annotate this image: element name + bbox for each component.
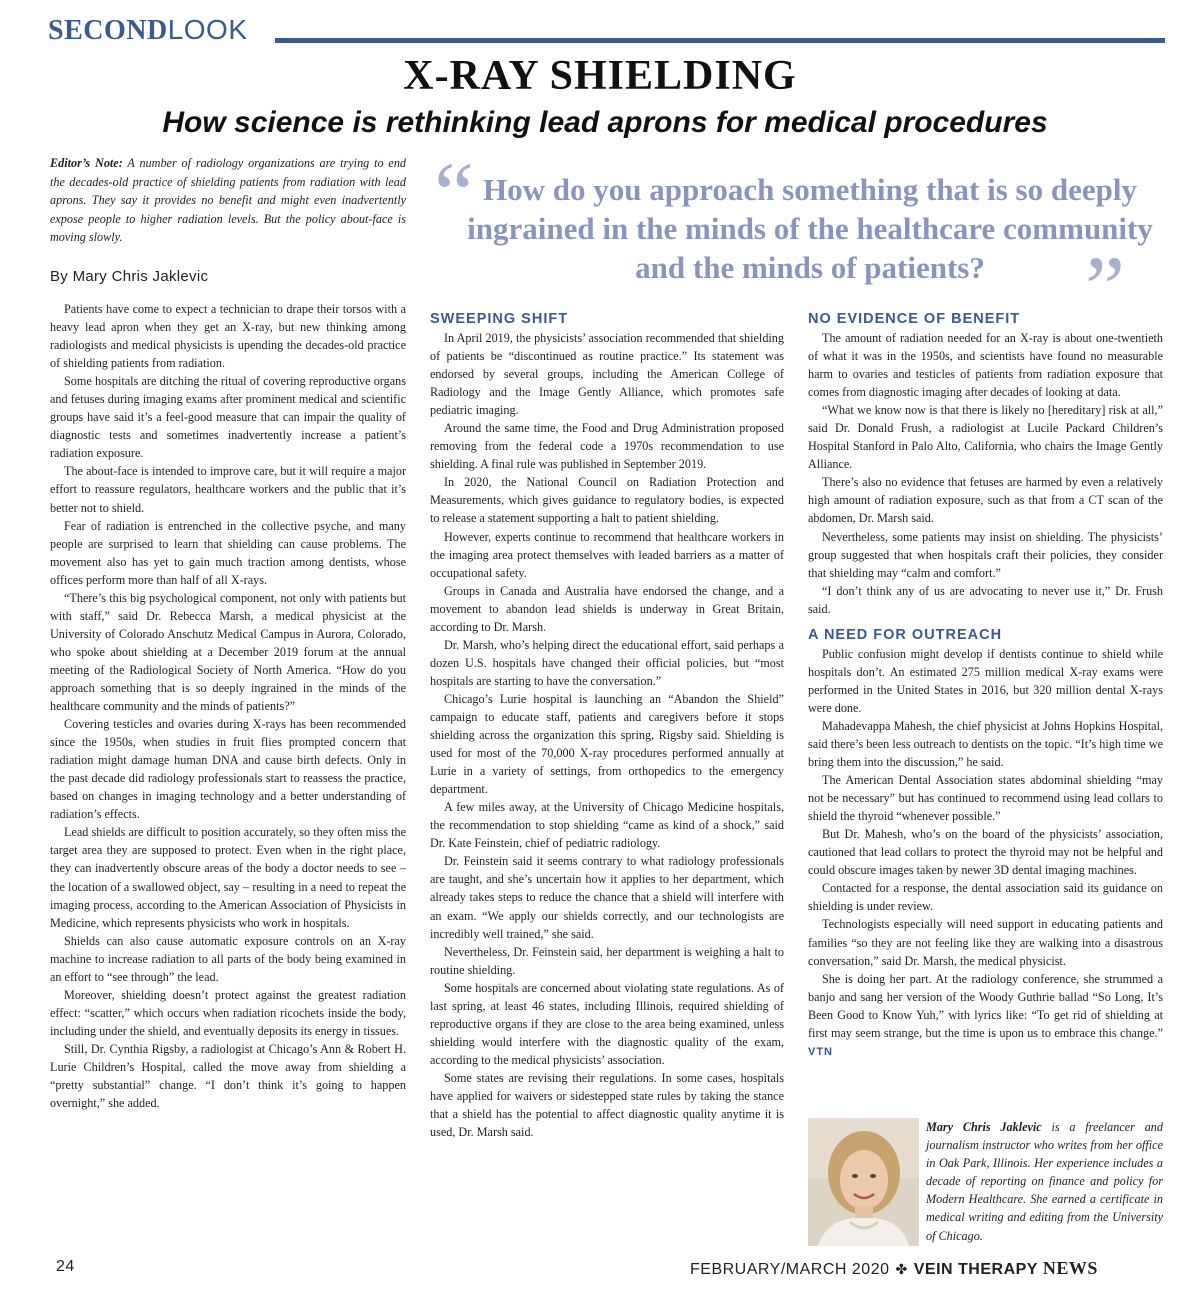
- editors-note-text: A number of radiology organizations are trying to end the decades-old practice of shielding patients from radiation with lead aprons. They say it provides no benefit and might even inadvertently expose people to higher radiation levels. But the policy about-face is moving slowly.: [50, 156, 407, 244]
- paragraph: Some hospitals are concerned about violating state regulations. As of last spring, at least 46 states, including Illinois, required shielding of reproductive organs if they are close to the area being examined, unless shielding would interfere with the diagnostic quality of the exam, according to the medical physicists’ association.: [430, 980, 784, 1067]
- author-bio-name: Mary Chris Jaklevic: [926, 1120, 1042, 1134]
- paragraph: In 2020, the National Council on Radiation Protection and Measurements, which gives guidance to regulatory bodies, is expected to release a statement supporting a halt to patient shielding.: [430, 475, 784, 526]
- paragraph: Nevertheless, some patients may insist on shielding. The physicists’ group suggested that when hospitals craft their policies, they consider that shielding may “calm and comfort.”: [808, 529, 1163, 580]
- editors-note-label: Editor’s Note:: [50, 156, 123, 170]
- paragraph: There’s also no evidence that fetuses are harmed by even a relatively high amount of radiation exposure, such as that from a CT scan of the abdomen, Dr. Marsh said.: [808, 475, 1163, 526]
- footer-issue: [690, 1258, 1098, 1279]
- end-mark: VTN: [808, 1045, 833, 1058]
- paragraph: The American Dental Association states abdominal shielding “may not be necessary” but has continued to recommend using lead collars to shield the thyroid “whenever possible.”: [808, 773, 1163, 824]
- article-column-2: [430, 310, 784, 1141]
- paragraph: Nevertheless, Dr. Feinstein said, her department is weighing a halt to routine shielding.: [430, 944, 784, 977]
- paragraph-final: [808, 970, 1163, 1061]
- paragraph: Some hospitals are ditching the ritual of covering reproductive organs and fetuses during imaging exams after prominent medical and scientific groups have said it’s a feel-good measure that can impair the quality of diagnostic tests and sometimes inadvertently increase a patient’s radiation exposure.: [50, 374, 406, 461]
- paragraph: Groups in Canada and Australia have endorsed the change, and a movement to abandon lead shields is underway in Great Britain, according to Dr. Marsh.: [430, 583, 784, 634]
- issue-date: FEBRUARY/MARCH 2020: [690, 1261, 890, 1278]
- section-label-light: LOOK: [167, 14, 248, 45]
- pull-quote-text: How do you approach something that is so deeply ingrained in the minds of the healthcare community and the minds of patients?: [467, 172, 1153, 285]
- paragraph: Shields can also cause automatic exposure controls on an X-ray machine to increase radiation to all parts of the body being examined in an effort to “see through” the lead.: [50, 933, 406, 984]
- section-label-bold: SECOND: [48, 15, 168, 46]
- paragraph: Covering testicles and ovaries during X-rays has been recommended since the 1950s, when studies in fruit flies prompted concern that radiation might damage human DNA and cause birth defects. Only in the past decade did radiology professionals start to reassess the practice, based on changes in imaging technology and a better understanding of radiation’s effects.: [50, 717, 406, 822]
- magazine-name-news: NEWS: [1042, 1258, 1098, 1278]
- article-column-3: [808, 310, 1163, 1061]
- article-column-1: [50, 300, 406, 1112]
- paragraph: Some states are revising their regulations. In some cases, hospitals have applied for waivers or sidestepped state rules by taking the stance that a shield has the potential to affect diagnostic quality anytime it is used, Dr. Marsh said.: [430, 1070, 784, 1140]
- paragraph: A few miles away, at the University of Chicago Medicine hospitals, the recommendation to stop shielding “came as kind of a shock,” said Dr. Kate Feinstein, chief of pediatric radiology.: [430, 800, 784, 851]
- close-quote-mark: ”: [1085, 239, 1125, 338]
- paragraph: “What we know now is that there is likely no [hereditary] risk at all,” said Dr. Donald Frush, a radiologist at Lucile Packard Children’s Hospital Stanford in Palo Alto, California, who chairs the Image Gently Alliance.: [808, 403, 1163, 472]
- author-portrait-image: [808, 1118, 919, 1246]
- paragraph: The about-face is intended to improve care, but it will require a major effort to reassure regulators, healthcare workers and the public that it’s better not to shield.: [50, 464, 406, 515]
- paragraph: But Dr. Mahesh, who’s on the board of the physicists’ association, cautioned that lead collars to protect the thyroid may not be helpful and could obscure images taken by newer 3D dental imaging machines.: [808, 827, 1163, 878]
- section-heading-outreach: A NEED FOR OUTREACH: [808, 626, 1003, 643]
- section-heading-no-evidence: NO EVIDENCE OF BENEFIT: [808, 311, 1021, 327]
- paragraph: Dr. Feinstein said it seems contrary to what radiology professionals are taught, and she’s uncertain how it applies to her department, which already takes steps to reduce the chance that a shield will interfere with an exam. “We apply our shields correctly, and our technologists are incredibly well trained,” she said.: [430, 854, 784, 941]
- editors-note: [50, 154, 406, 247]
- page-number: 24: [56, 1258, 75, 1275]
- paragraph: The amount of radiation needed for an X-ray is about one-twentieth of what it was in the 1950s, and scientists have found no measurable harm to ovaries and testicles of patients from radiation exposure that comes from diagnostic imaging after decades of looking at data.: [808, 331, 1163, 400]
- paragraph: Still, Dr. Cynthia Rigsby, a radiologist at Chicago’s Ann & Robert H. Lurie Children’s Hospital, called the move away from shielding a “pretty substantial” change. “I don’t think it’s going to happen overnight,” she added.: [50, 1041, 406, 1111]
- paragraph: Chicago’s Lurie hospital is launching an “Abandon the Shield” campaign to educate staff, patients and caregivers before it stops shielding across the organization this spring, Rigsby said. Shielding is used for most of the 70,000 X-ray procedures performed annually at Lurie in a variety of settings, from orthopedics to the emergency department.: [430, 691, 784, 797]
- final-paragraph-text: She is doing her part. At the radiology conference, she strummed a banjo and sang her version of the Woody Guthrie ballad “So Long, It’s Been Good to Know Yuh,” with lyrics like: “To get rid of shielding at first may seem strange, but the time is upon us to embrace this change.”: [808, 971, 1163, 1040]
- paragraph: Mahadevappa Mahesh, the chief physicist at Johns Hopkins Hospital, said there’s been less outreach to dentists on the topic. “It’s high time we bring them into the discussion,” he said.: [808, 718, 1163, 770]
- separator-icon: ✤: [895, 1261, 908, 1277]
- subhead: How science is rethinking lead aprons for medical procedures: [162, 106, 1048, 139]
- headline: X-RAY SHIELDING: [403, 53, 797, 99]
- paragraph: Around the same time, the Food and Drug Administration proposed removing from the federal code a 1970s recommendation to use shielding. A final rule was published in September 2019.: [430, 421, 784, 472]
- author-photo: [808, 1118, 919, 1246]
- section-label: [48, 14, 248, 47]
- paragraph: Technologists especially will need support in educating patients and families “so they are not feeling like they are walking into a disastrous conversation,” said Dr. Marsh, the medical physicist.: [808, 917, 1163, 968]
- paragraph: “I don’t think any of us are advocating to never use it,” Dr. Frush said.: [808, 583, 1163, 616]
- author-bio: [926, 1118, 1163, 1245]
- paragraph: Lead shields are difficult to position accurately, so they often miss the target area they are supposed to protect. Even when in the right place, they can inadvertently obscure areas of the body a doctor needs to see – the location of a swallowed object, say – resulting in a need to repeat the imaging process, according to the American Association of Physicists in Medicine, which represents physicists who work in hospitals.: [50, 825, 406, 930]
- paragraph: Contacted for a response, the dental association said its guidance on shielding is under review.: [808, 881, 1163, 914]
- paragraph: “There’s this big psychological component, not only with patients but with staff,” said Dr. Rebecca Marsh, a medical physicist at the University of Colorado Anschutz Medical Campus in Aurora, Colorado, who spoke about shielding at a December 2019 forum at the annual meeting of the Radiological Society of North America. “How do you approach something that is so deeply ingrained in the minds of the healthcare community and the minds of patients?”: [50, 590, 406, 714]
- paragraph: In April 2019, the physicists’ association recommended that shielding of patients be “discontinued as routine practice.” Its statement was endorsed by several groups, including the American College of Radiology and the Image Gently Alliance, which promotes safe pediatric imaging.: [430, 331, 784, 418]
- paragraph: However, experts continue to recommend that healthcare workers in the imaging area protect themselves with leaded barriers as a matter of occupational safety.: [430, 529, 784, 580]
- author-bio-text: is a freelancer and journalism instructor who writes from her office in Oak Park, Illinois. Her experience includes a decade of reporting on finance and policy for Modern Healthcare. She earned a certificate in medical writing and editing from the University of Chicago.: [926, 1120, 1163, 1243]
- header-rule: [275, 38, 1165, 43]
- paragraph: Moreover, shielding doesn’t protect against the greatest radiation effect: “scatter,” which occurs when radiation ricochets inside the body, including under the shield, and eventually deposits its energy in tissues.: [50, 987, 406, 1038]
- byline: By Mary Chris Jaklevic: [50, 268, 209, 285]
- section-heading-sweeping-shift: SWEEPING SHIFT: [430, 311, 569, 327]
- paragraph: Dr. Marsh, who’s helping direct the educational effort, said perhaps a dozen U.S. hospitals have changed their official policies, but “most hospitals are starting to have the conversation.”: [430, 637, 784, 688]
- paragraph: Patients have come to expect a technician to drape their torsos with a heavy lead apron when they get an X-ray, but new thinking among radiologists and medical physicists is upending the decades-old practice of shielding patients from radiation.: [50, 302, 406, 371]
- open-quote-mark: “: [434, 145, 474, 244]
- paragraph: Fear of radiation is entrenched in the collective psyche, and many people are surprised to learn that shielding can cause problems. The movement also has yet to gain much traction among dentists, whose offices perform more than half of all X-rays.: [50, 518, 406, 587]
- paragraph: Public confusion might develop if dentists continue to shield while hospitals don’t. An estimated 275 million medical X-ray exams were performed in the United States in 2016, but 320 million dental X-rays were done.: [808, 646, 1163, 715]
- magazine-name: VEIN THERAPY: [913, 1261, 1038, 1278]
